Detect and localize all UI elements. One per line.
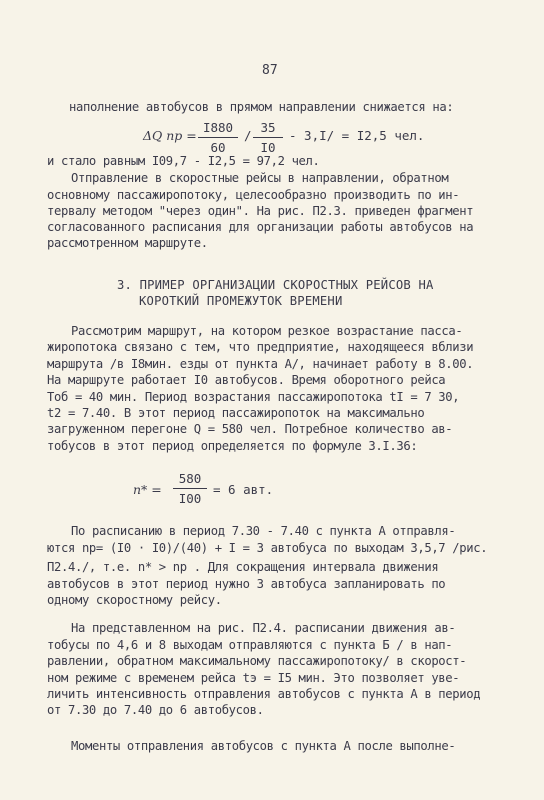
section-heading: 3. ПРИМЕР ОРГАНИЗАЦИИ СКОРОСТНЫХ РЕЙСОВ НА [117, 278, 434, 292]
text-line: ются nр= (I0 · I0)/(40) + I = 3 автобуса по выходам 3,5,7 /рис. [47, 541, 488, 555]
text-line: согласованного расписания для организации работы автобусов на [47, 220, 474, 234]
text-line: основному пассажиропотоку, целесообразно производить по ин- [47, 188, 460, 202]
text-line: загруженном перегоне Q = 580 чел. Потребное количество ав- [47, 422, 453, 436]
text-line: На представленном на рис. П2.4. расписании движения ав- [71, 621, 456, 635]
text-line: личить интенсивность отправления автобусов с пункта А в период [47, 687, 481, 701]
text-line: П2.4./, т.е. n* > nр . Для сокращения интервала движения [47, 560, 439, 574]
text-line: тобусов в этот период определяется по формуле 3.I.36: [47, 439, 418, 453]
page-number: 87 [262, 63, 278, 78]
formula-lhs: ΔQ пр = [143, 128, 197, 143]
text-line: t2 = 7.40. В этот период пассажиропоток на максимально [47, 406, 425, 420]
text-line: и стало равным I09,7 - I2,5 = 97,2 чел. [47, 154, 320, 168]
fraction-denominator: I0 [260, 140, 276, 155]
text-line: равлении, обратном максимальному пассажиропотоку/ в скорост- [47, 654, 467, 668]
text-line: Тоб = 40 мин. Период возрастания пассажиропотока tI = 7 30, [47, 390, 460, 404]
fraction-2 [253, 120, 283, 155]
fraction-denominator: I00 [178, 491, 202, 506]
text-line: Моменты отправления автобусов с пункта А после выполне- [71, 739, 456, 753]
text-line: наполнение автобусов в прямом направлении снижается на: [69, 100, 454, 114]
text-line: автобусов в этот период нужно 3 автобуса запланировать по [47, 577, 446, 591]
text-line: Отправление в скоростные рейсы в направлении, обратном [71, 171, 449, 185]
text-line: от 7.30 до 7.40 до 6 автобусов. [47, 703, 264, 717]
fraction-numerator: 35 [260, 120, 276, 135]
text-line: тервалу методом "через один". На рис. П2.3. приведен фрагмент [47, 204, 474, 218]
text-line: рассмотренном маршруте. [47, 236, 208, 250]
text-line: одному скоростному рейсу. [47, 593, 222, 607]
text-line: По расписанию в период 7.30 - 7.40 с пункта А отправля- [71, 524, 456, 538]
formula-rest: - 3,I/ = I2,5 чел. [289, 128, 425, 143]
formula-lhs: n* = [133, 482, 162, 497]
formula-slash: / [244, 128, 252, 143]
fraction-3 [173, 471, 207, 506]
fraction-numerator: 580 [178, 471, 202, 486]
text-line: На маршруте работает I0 автобусов. Время оборотного рейса [47, 373, 446, 387]
fraction-1 [198, 120, 238, 155]
fraction-numerator: I880 [202, 120, 234, 135]
section-heading: КОРОТКИЙ ПРОМЕЖУТОК ВРЕМЕНИ [139, 294, 343, 308]
text-line: тобусы по 4,6 и 8 выходам отправляются с пункта Б / в нап- [47, 638, 453, 652]
fraction-denominator: 60 [210, 140, 226, 155]
text-line: маршрута /в I8мин. езды от пункта А/, начинает работу в 8.00. [47, 357, 474, 371]
formula-rest: = 6 авт. [213, 482, 274, 497]
text-line: ном режиме с временем рейса tэ = I5 мин. Это позволяет уве- [47, 671, 460, 685]
text-line: жиропотока связано с тем, что предприятие, находящееся вблизи [47, 340, 474, 354]
text-line: Рассмотрим маршрут, на котором резкое возрастание пасса- [71, 324, 463, 338]
